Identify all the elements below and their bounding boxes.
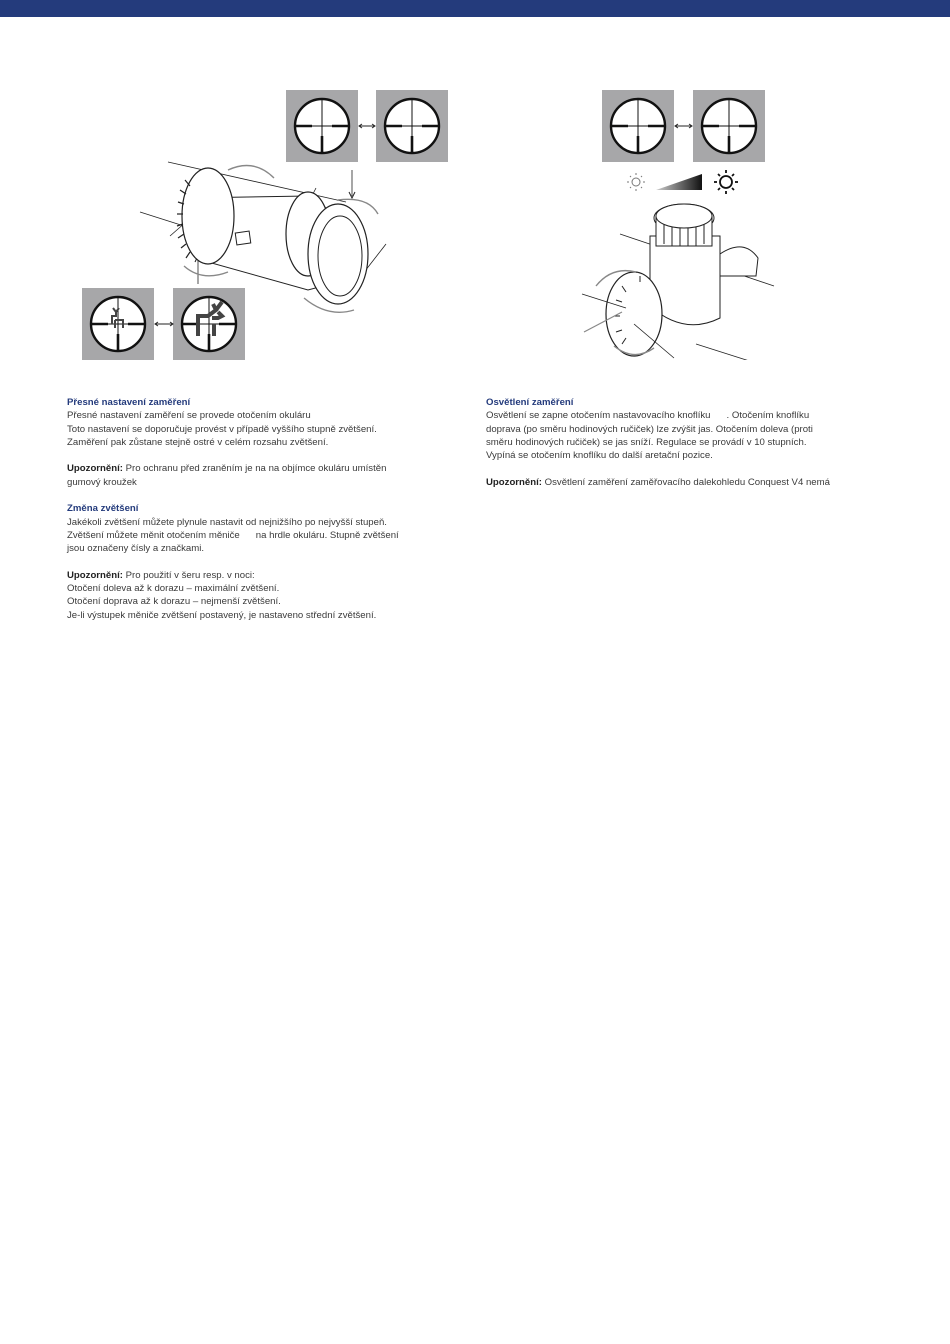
note-text: Pro ochranu před zraněním je na na objímce okuláru umístěn [125,463,387,475]
note-line [67,569,447,582]
text-line: směru hodinových ručiček) se jas sníží. Regulace se provádí v 10 stupních. [486,436,807,448]
note-text: Otočení doleva až k dorazu – maximální zvětšení. [67,583,280,595]
note-label: Upozornění: [67,569,123,581]
header-bar [0,0,950,17]
note-label: Upozornění: [67,463,123,475]
text-fragment: Osvětlení se zapne otočením nastavovacího knoflíku [486,410,711,422]
text-line: Vypíná se otočením knoflíku do další aretační pozice. [486,450,713,462]
text-line: Přesné nastavení zaměření se provede otočením okuláru [67,410,311,422]
brightness-ramp-icon [656,174,702,190]
reticle-icon [286,90,358,162]
text-line [67,529,447,542]
illumination-illustration [574,86,794,360]
note-text: Pro použití v šeru resp. v noci: [125,569,255,581]
text-line: doprava (po směru hodinových ručiček) lze zvýšit jas. Otočením doleva (proti [486,423,813,435]
text-line: Jakékoli zvětšení můžete plynule nastavit od nejnižšího po nejvyšší stupeň. [67,516,387,528]
note-text: Osvětlení zaměření zaměřovacího dalekohledu Conquest V4 nemá [544,476,830,488]
text-line: Toto nastavení se doporučuje provést v případě vyššího stupně zvětšení. [67,423,377,435]
text-line: Zaměření pak zůstane stejně ostré v celém rozsahu zvětšení. [67,436,329,448]
sun-bright-icon [714,170,738,194]
eyepiece-illustration [78,86,458,366]
note-text: Je-li výstupek měniče zvětšení postavený, je nastaveno střední zvětšení. [67,609,377,621]
section-heading-illumination: Osvětlení zaměření [486,397,574,408]
right-column [486,396,876,489]
note-text: gumový kroužek [67,476,137,488]
reticle-icon [376,90,448,162]
note-text: Otočení doprava až k dorazu – nejmenší zvětšení. [67,596,281,608]
reticle-icon [82,288,154,360]
text-fragment: na hrdle okuláru. Stupně zvětšení [255,529,399,541]
note-line [486,476,876,489]
text-line [486,409,876,422]
reticle-icon [173,288,245,360]
section-heading-magnification: Změna zvětšení [67,503,139,515]
left-column [67,396,447,622]
note-line [67,462,447,475]
text-line: jsou označeny čísly a značkami. [67,543,205,555]
sun-dim-icon [627,173,645,191]
text-fragment: Zvětšení můžete měnit otočením měniče [67,529,240,541]
text-fragment: . Otočením knoflíku [726,410,810,422]
section-heading-reticle-focus: Přesné nastavení zaměření [67,397,191,408]
reticle-icon [602,90,674,162]
note-label: Upozornění: [486,476,542,488]
reticle-icon [693,90,765,162]
